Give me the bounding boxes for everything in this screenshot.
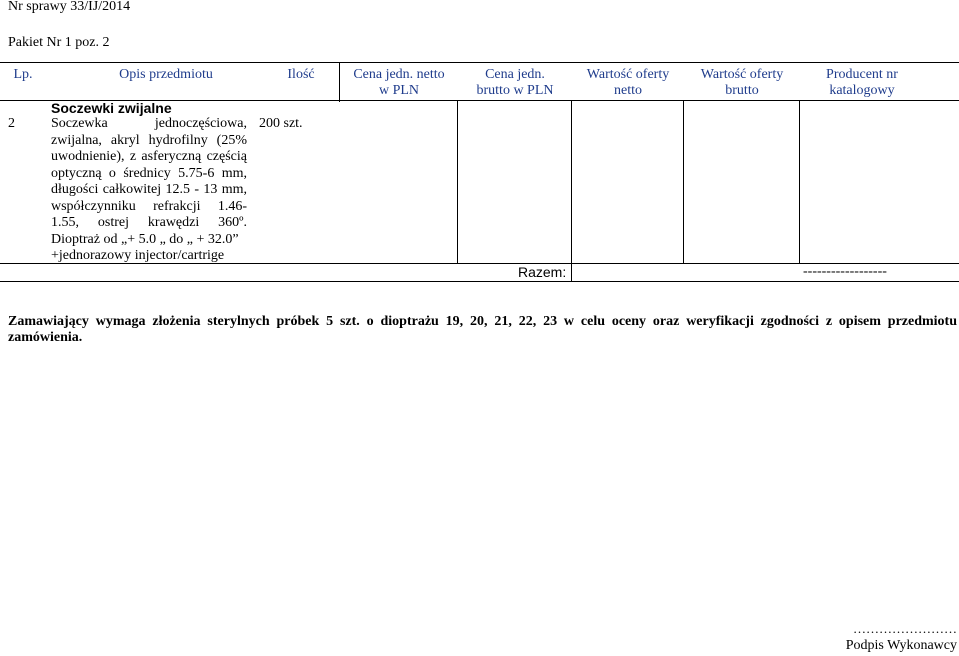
- total-value: ------------------: [803, 264, 887, 279]
- header-producer: Producent nr katalogowy: [826, 67, 898, 98]
- requirement-line-2: zamówienia.: [8, 330, 83, 345]
- requirement-line-1: Zamawiający wymaga złożenia sterylnych próbek 5 szt. o dioptrażu 19, 20, 21, 22, 23 w celu oceny oraz weryfikacji zgodności z opisem przedmiotu: [8, 314, 957, 329]
- header-net-value: Wartość oferty netto: [586, 67, 670, 98]
- header-lp: Lp.: [13, 67, 33, 82]
- signature-label: Podpis Wykonawcy: [845, 638, 957, 653]
- col-divider-2: [457, 100, 458, 264]
- case-number: Nr sprawy 33/IJ/2014: [8, 0, 131, 14]
- table-bottom-border: [0, 281, 959, 282]
- table-top-border: [0, 62, 959, 63]
- package-label: Pakiet Nr 1 poz. 2: [8, 35, 110, 50]
- header-net-price: Cena jedn. netto w PLN: [353, 67, 445, 98]
- col-divider-3: [571, 100, 572, 282]
- section-title: Soczewki zwijalne: [51, 100, 172, 116]
- header-description: Opis przedmiotu: [119, 67, 213, 82]
- row-lp: 2: [8, 116, 15, 131]
- total-label: Razem:: [518, 264, 567, 280]
- row-description: Soczewka jednoczęściowa, zwijalna, akryl hydrofilny (25% uwodnienie), z asferyczną częścią optyczną o średnicy 5.75-6 mm, długości całkowitej 12.5 - 13 mm, współczynniku refrakcji 1.46- 1.55, ostrej krawędzi 360º. Dioptraż od „+ 5.0 „ do „ + 32.0” +jednorazowy injector/cartrige: [51, 116, 247, 263]
- header-gross-value: Wartość oferty brutto: [700, 67, 784, 98]
- header-quantity: Ilość: [287, 67, 315, 82]
- row-quantity: 200 szt.: [259, 116, 303, 131]
- col-divider-5: [799, 100, 800, 264]
- signature-dots: ……………………: [853, 621, 957, 636]
- col-divider-4: [683, 100, 684, 264]
- header-gross-price: Cena jedn. brutto w PLN: [476, 67, 554, 98]
